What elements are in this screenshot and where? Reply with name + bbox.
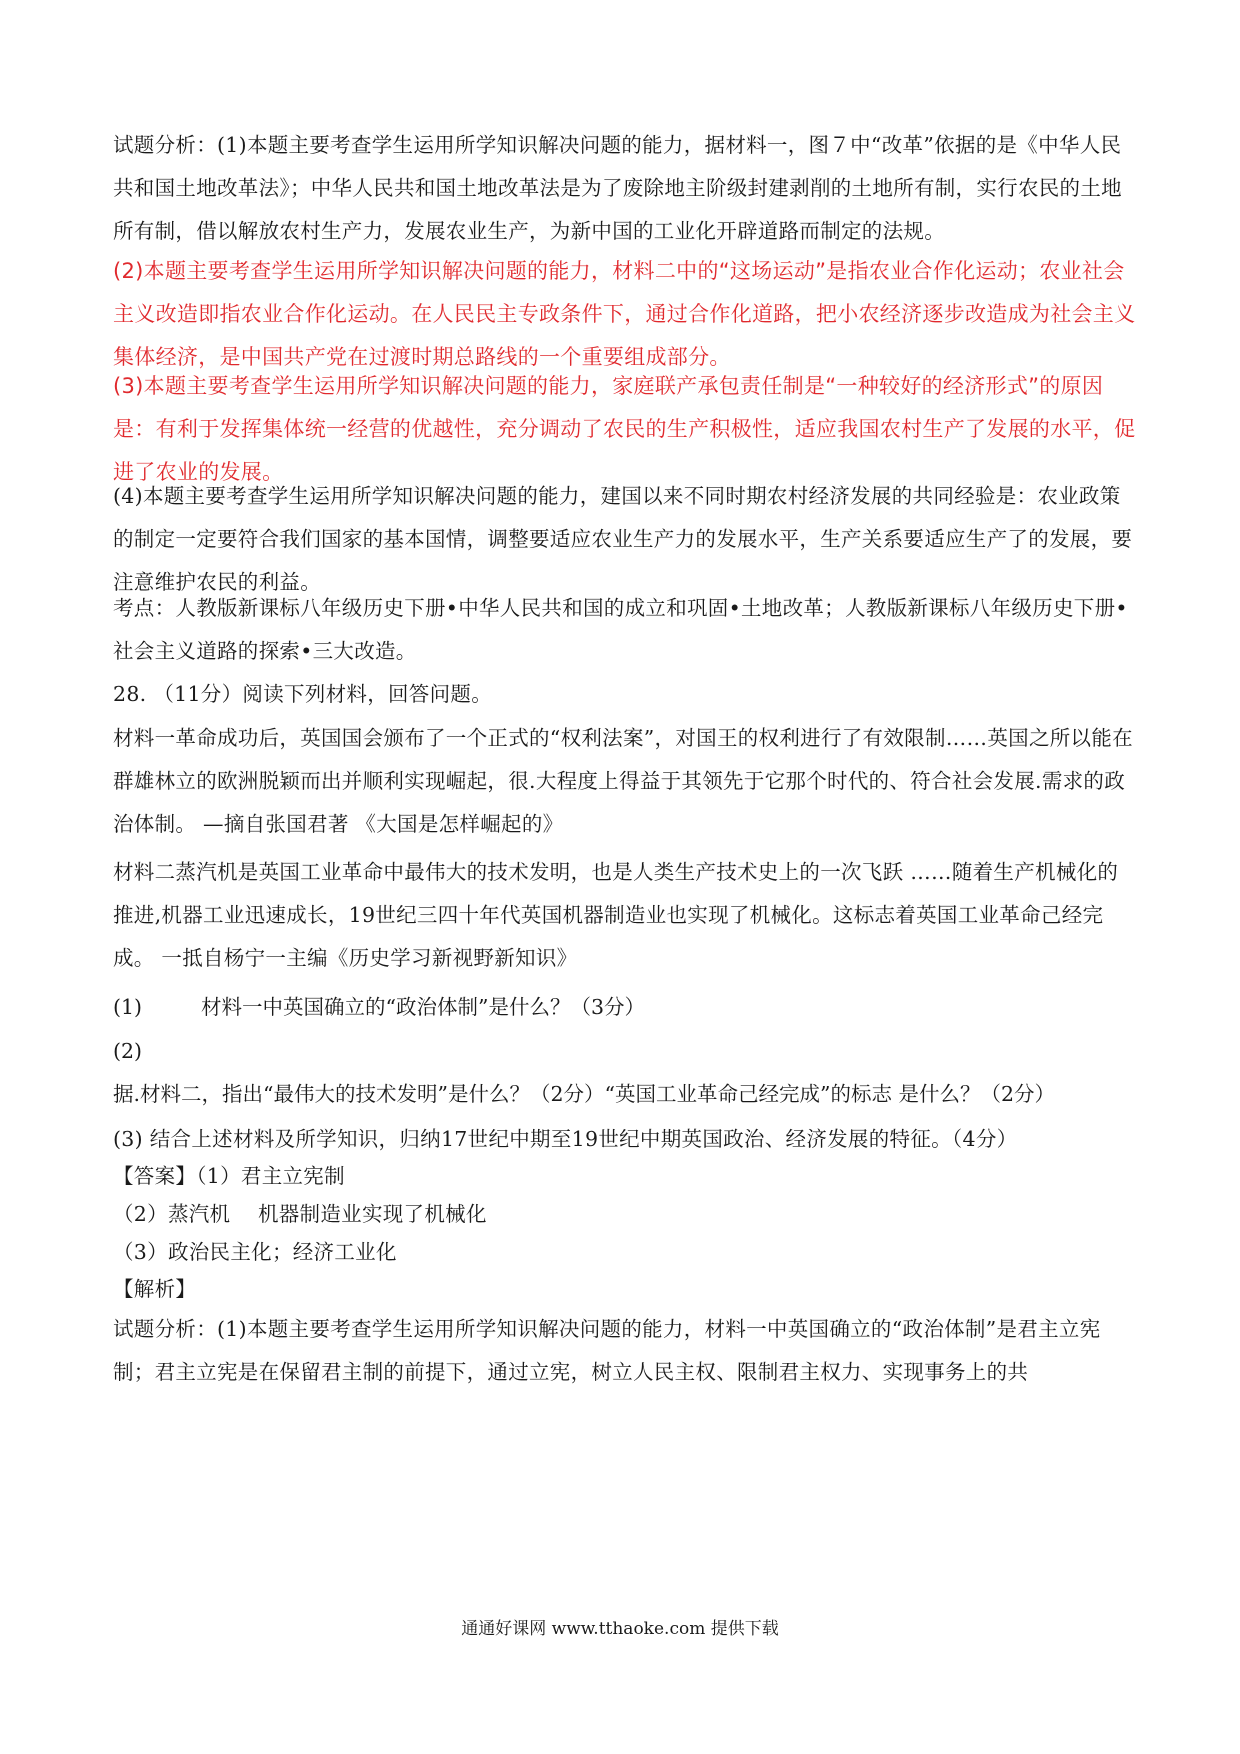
- material-one: 材料一革命成功后，英国国会颁布了一个正式的“权利法案”，对国王的权利进行了有效限制……英国之所以能在群雄林立的欧洲脱颖而出并顺利实现崛起，很.大程度上得益于其领先于它那个时代的、符合社会发展.需求的政治体制。 —摘自张国君著 《大国是怎样崛起的》: [113, 726, 1133, 836]
- material-two: 材料二蒸汽机是英国工业革命中最伟大的技术发明，也是人类生产技术史上的一次飞跃 ……随着生产机械化的推进,机器工业迅速成长，19世纪三四十年代英国机器制造业也实现了机械化。这标志着英国工业革命己经完成。 一抵自杨宁一主编《历史学习新视野新知识》: [113, 860, 1119, 970]
- analysis-q2: (2)本题主要考查学生运用所学知识解决问题的能力，材料二中的“这场运动”是指农业合作化运动；农业社会主义改造即指农业合作化运动。在人民民主专政条件下，通过合作化道路，把小农经济逐步改造成为社会主义集体经济，是中国共产党在过渡时期总路线的一个重要组成部分。: [113, 259, 1136, 369]
- analysis-q3: (3)本题主要考查学生运用所学知识解决问题的能力，家庭联产承包责任制是“一种较好的经济形式”的原因是：有利于发挥集体统一经营的优越性，充分调动了农民的生产积极性，适应我国农村生产了发展的水平，促进了农业的发展。: [113, 374, 1136, 484]
- sub-question-2-text: 据.材料二，指出“最伟大的技术发明”是什么？（2分）“英国工业革命己经完成”的标志 是什么？（2分）: [113, 1082, 1056, 1106]
- sub-question-3: (3) 结合上述材料及所学知识，归纳17世纪中期至19世纪中期英国政治、经济发展的特征。（4分）: [113, 1127, 1018, 1151]
- footer: 通通好课网 www.tthaoke.com 提供下载: [461, 1619, 779, 1639]
- analysis-q1: 试题分析：(1)本题主要考查学生运用所学知识解决问题的能力，据材料一，图７中“改革”依据的是《中华人民共和国土地改革法》；中华人民共和国土地改革法是为了废除地主阶级封建剥削的土地所有制，实行农民的土地所有制，借以解放农村生产力，发展农业生产，为新中国的工业化开辟道路而制定的法规。: [113, 133, 1122, 243]
- sub-question-2-number: (2): [113, 1039, 143, 1063]
- answer-2: （2）蒸汽机 机器制造业实现了机械化: [113, 1202, 487, 1226]
- kaodian: 考点：人教版新课标八年级历史下册•中华人民共和国的成立和巩固•土地改革；人教版新课标八年级历史下册•社会主义道路的探索•三大改造。: [113, 596, 1128, 663]
- answer-1: 【答案】（1）君主立宪制: [113, 1164, 345, 1188]
- sub-question-1-text: 材料一中英国确立的“政治体制”是什么？（3分）: [201, 995, 646, 1019]
- analysis-28: 试题分析：(1)本题主要考查学生运用所学知识解决问题的能力，材料一中英国确立的“政治体制”是君主立宪制；君主立宪是在保留君主制的前提下，通过立宪，树立人民主权、限制君主权力、实现事务上的共: [113, 1317, 1101, 1384]
- analysis-q4: (4)本题主要考查学生运用所学知识解决问题的能力，建国以来不同时期农村经济发展的共同经验是：农业政策的制定一定要符合我们国家的基本国情，调整要适应农业生产力的发展水平，生产关系要适应生产了的发展，要注意维护农民的利益。: [113, 484, 1133, 594]
- sub-question-1: [113, 986, 1137, 1029]
- question-28-heading: 28. （11分）阅读下列材料，回答问题。: [113, 682, 493, 706]
- jiexi-heading: 【解析】: [113, 1277, 197, 1301]
- answer-3: （3）政治民主化；经济工业化: [113, 1240, 397, 1264]
- sub-question-2: [113, 1030, 1137, 1116]
- sub-question-1-number: (1): [113, 995, 143, 1019]
